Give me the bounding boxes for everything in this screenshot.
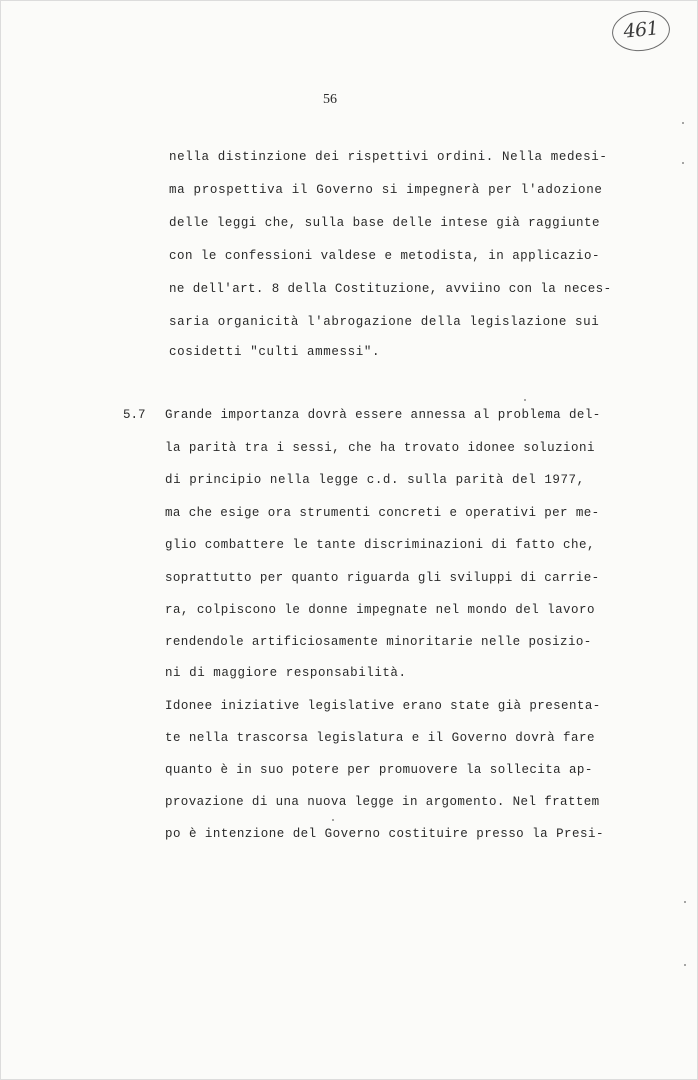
text-line: po è intenzione del Governo costituire presso la Presi- — [165, 827, 604, 841]
text-line: Grande importanza dovrà essere annessa al problema del- — [165, 408, 601, 422]
text-line: provazione di una nuova legge in argomento. Nel frattem — [165, 795, 600, 809]
text-line: ni di maggiore responsabilità. — [165, 666, 407, 680]
text-line: la parità tra i sessi, che ha trovato idonee soluzioni — [165, 441, 595, 455]
text-line: ra, colpiscono le donne impegnate nel mondo del lavoro — [165, 603, 595, 617]
text-line: saria organicità l'abrogazione della legislazione sui — [169, 315, 600, 329]
section-number: 5.7 — [123, 408, 146, 422]
text-line: delle leggi che, sulla base delle intese già raggiunte — [169, 216, 600, 230]
text-line: quanto è in suo potere per promuovere la sollecita ap- — [165, 763, 593, 777]
archive-number: 461 — [622, 17, 660, 43]
text-line: rendendole artificiosamente minoritarie nelle posizio- — [165, 635, 592, 649]
page-number: 56 — [323, 92, 337, 107]
text-line: con le confessioni valdese e metodista, in applicazio- — [169, 249, 600, 263]
scan-speck — [332, 819, 334, 821]
text-line: cosidetti "culti ammessi". — [169, 345, 381, 359]
text-line: glio combattere le tante discriminazioni di fatto che, — [165, 538, 595, 552]
text-line: te nella trascorsa legislatura e il Governo dovrà fare — [165, 731, 595, 745]
scan-speck — [682, 122, 684, 124]
scan-speck — [684, 964, 686, 966]
text-line: ma che esige ora strumenti concreti e operativi per me- — [165, 506, 600, 520]
text-line: nella distinzione dei rispettivi ordini. Nella medesi- — [169, 150, 608, 164]
text-line: ma prospettiva il Governo si impegnerà per l'adozione — [169, 183, 603, 197]
archive-number-stamp — [610, 8, 672, 54]
scan-speck — [682, 162, 684, 164]
text-line: Idonee iniziative legislative erano state già presenta- — [165, 699, 601, 713]
text-line: ne dell'art. 8 della Costituzione, avviino con la neces- — [169, 282, 612, 296]
scan-speck — [684, 901, 686, 903]
text-line: soprattutto per quanto riguarda gli sviluppi di carrie- — [165, 571, 600, 585]
scan-speck — [524, 399, 526, 401]
text-line: di principio nella legge c.d. sulla parità del 1977, — [165, 473, 585, 487]
